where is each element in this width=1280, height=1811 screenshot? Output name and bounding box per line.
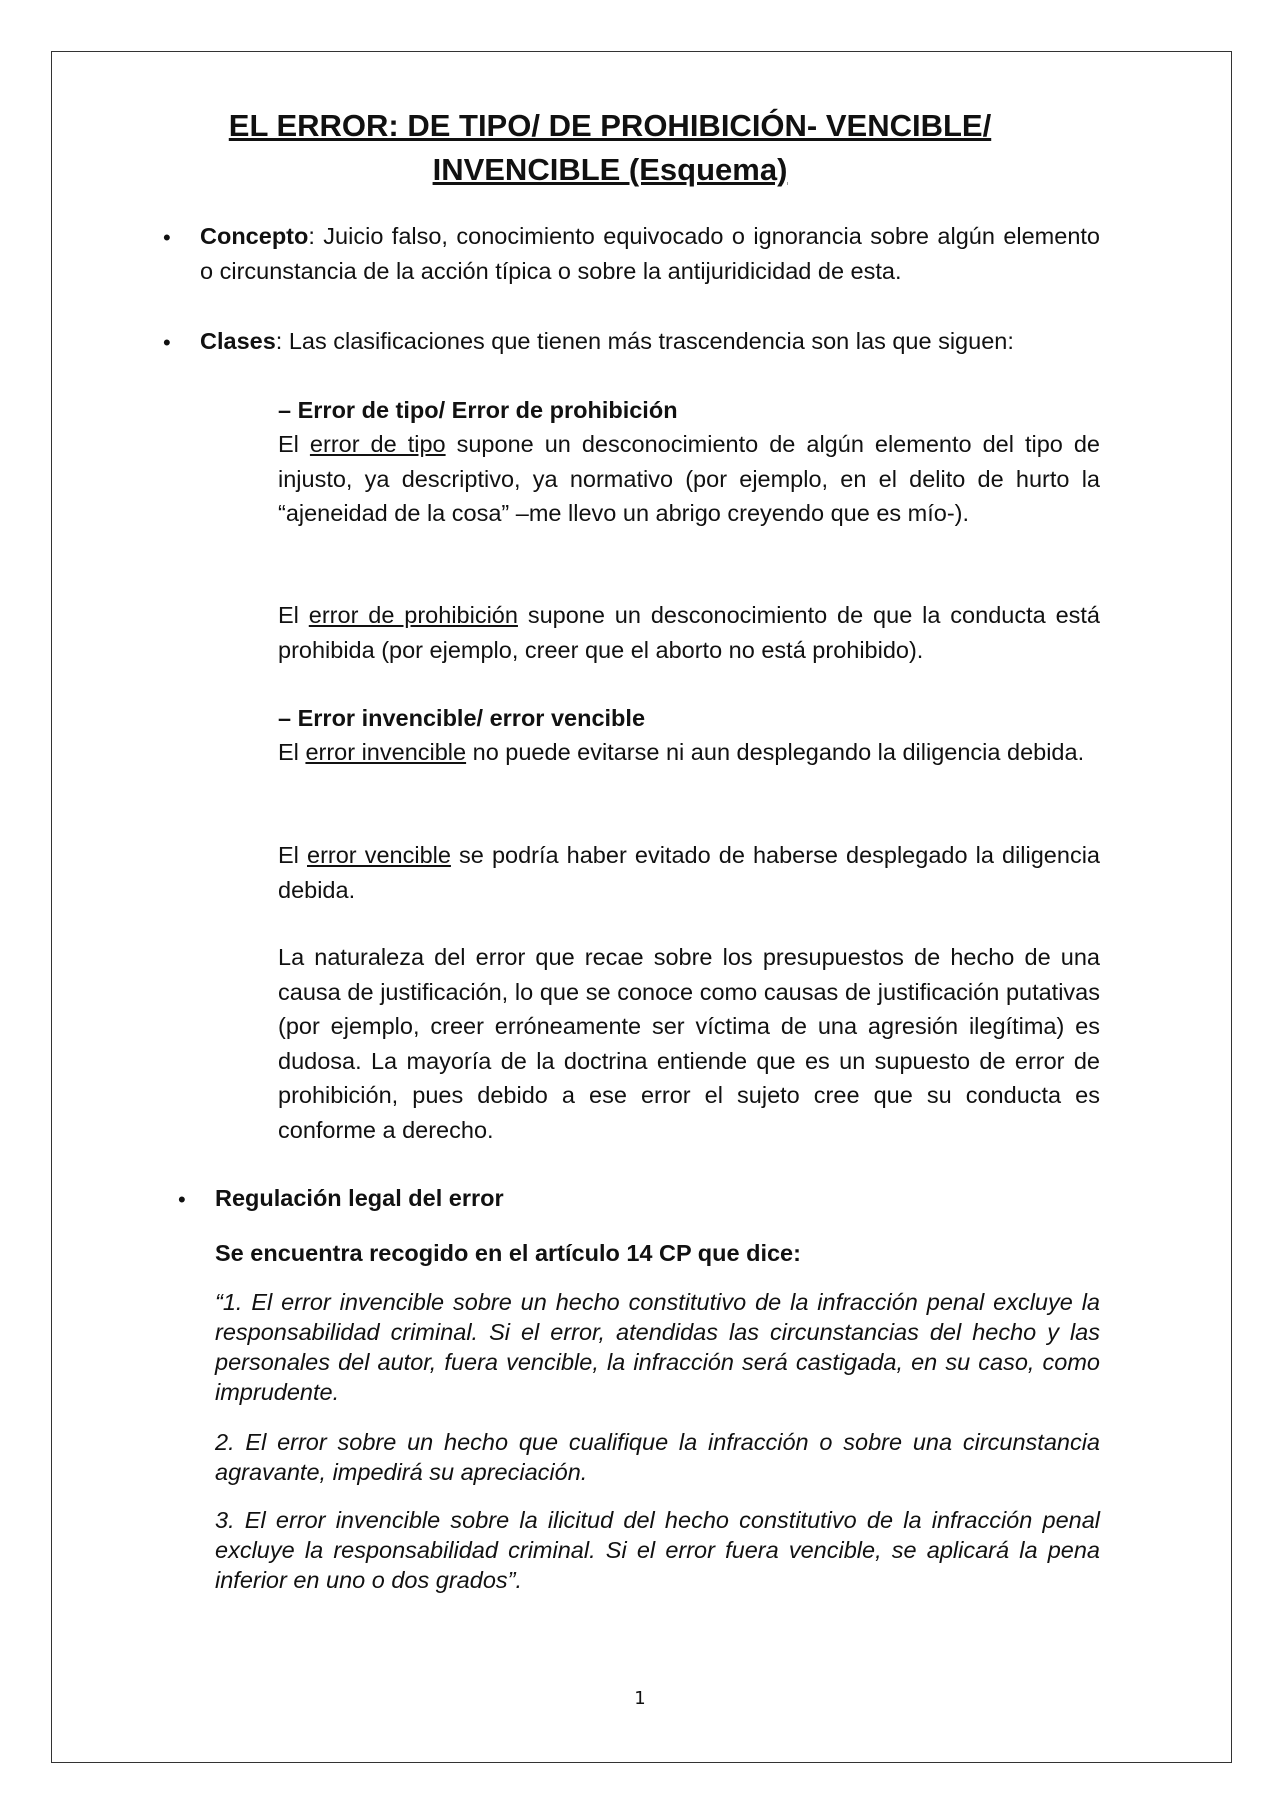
error-tipo-paragraph [278, 427, 1100, 531]
concepto-label: Concepto [200, 223, 309, 249]
error-invencible-term: error invencible [305, 739, 467, 765]
error-prohibicion-term: error de prohibición [308, 602, 518, 628]
error-vencible-text: se podría haber evitado de haberse desplegado la diligencia debida. [278, 842, 1100, 903]
clases-label: Clases [200, 328, 276, 354]
error-vencible-term: error vencible [307, 842, 451, 868]
page-number: 1 [634, 1688, 646, 1709]
articulo-14-apartado-1: “1. El error invencible sobre un hecho constitutivo de la infracción penal excluye la responsabilidad criminal. Si el error, atendidas las circunstancias del hecho y las personales del autor, fuera vencible, la infracción será castigada, en su caso, como imprudente. [215, 1289, 1100, 1405]
regulacion-intro: Se encuentra recogido en el artículo 14 CP que dice: [215, 1240, 801, 1266]
regulacion-heading: Regulación legal del error [215, 1185, 504, 1211]
error-prohibicion-pre: El [278, 602, 309, 628]
articulo-14-apartado-3: 3. El error invencible sobre la ilicitud del hecho constitutivo de la infracción penal excluye la responsabilidad criminal. Si el error fuera vencible, se aplicará la pena inferior en uno o dos grados”. [215, 1507, 1100, 1593]
error-vencible-pre: El [278, 842, 307, 868]
error-invencible-paragraph [278, 735, 1100, 770]
bullet-concepto: • [163, 225, 171, 250]
error-tipo-text: supone un desconocimiento de algún elemento del tipo de injusto, ya descriptivo, ya normativo (por ejemplo, en el delito de hurto la “ajeneidad de la cosa” –me llevo un abrigo creyendo que es mío-). [278, 431, 1100, 526]
error-tipo-pre: El [278, 431, 310, 457]
error-invencible-text: no puede evitarse ni aun desplegando la diligencia debida. [466, 739, 1085, 765]
title-line-2: INVENCIBLE (Esquema) [432, 152, 788, 187]
document-title [150, 104, 1070, 192]
error-vencible-paragraph [278, 838, 1100, 907]
bullet-clases: • [163, 330, 171, 355]
title-line-1: EL ERROR: DE TIPO/ DE PROHIBICIÓN- VENCIBLE/ [228, 108, 992, 143]
error-tipo-term: error de tipo [309, 431, 446, 457]
error-vencible-heading: – Error invencible/ error vencible [278, 705, 646, 731]
error-invencible-pre: El [278, 739, 306, 765]
error-prohibicion-paragraph [278, 598, 1100, 667]
bullet-regulacion: • [178, 1187, 186, 1212]
naturaleza-paragraph: La naturaleza del error que recae sobre los presupuestos de hecho de una causa de justificación, lo que se conoce como causas de justificación putativas (por ejemplo, creer erróneamente ser víctima de una agresión ilegítima) es dudosa. La mayoría de la doctrina entiende que es un supuesto de error de prohibición, pues debido a ese error el sujeto cree que su conducta es conforme a derecho. [278, 944, 1100, 1143]
clases-text: : Las clasificaciones que tienen más trascendencia son las que siguen: [275, 328, 1014, 354]
clases-paragraph [200, 324, 1100, 359]
error-prohibicion-text: supone un desconocimiento de que la conducta está prohibida (por ejemplo, creer que el aborto no está prohibido). [278, 602, 1100, 663]
articulo-14-apartado-2: 2. El error sobre un hecho que cualifique la infracción o sobre una circunstancia agravante, impedirá su apreciación. [215, 1429, 1100, 1485]
concepto-text: : Juicio falso, conocimiento equivocado o ignorancia sobre algún elemento o circunstancia de la acción típica o sobre la antijuridicidad de esta. [200, 223, 1100, 284]
concepto-paragraph [200, 219, 1100, 288]
error-tipo-heading: – Error de tipo/ Error de prohibición [278, 397, 678, 423]
